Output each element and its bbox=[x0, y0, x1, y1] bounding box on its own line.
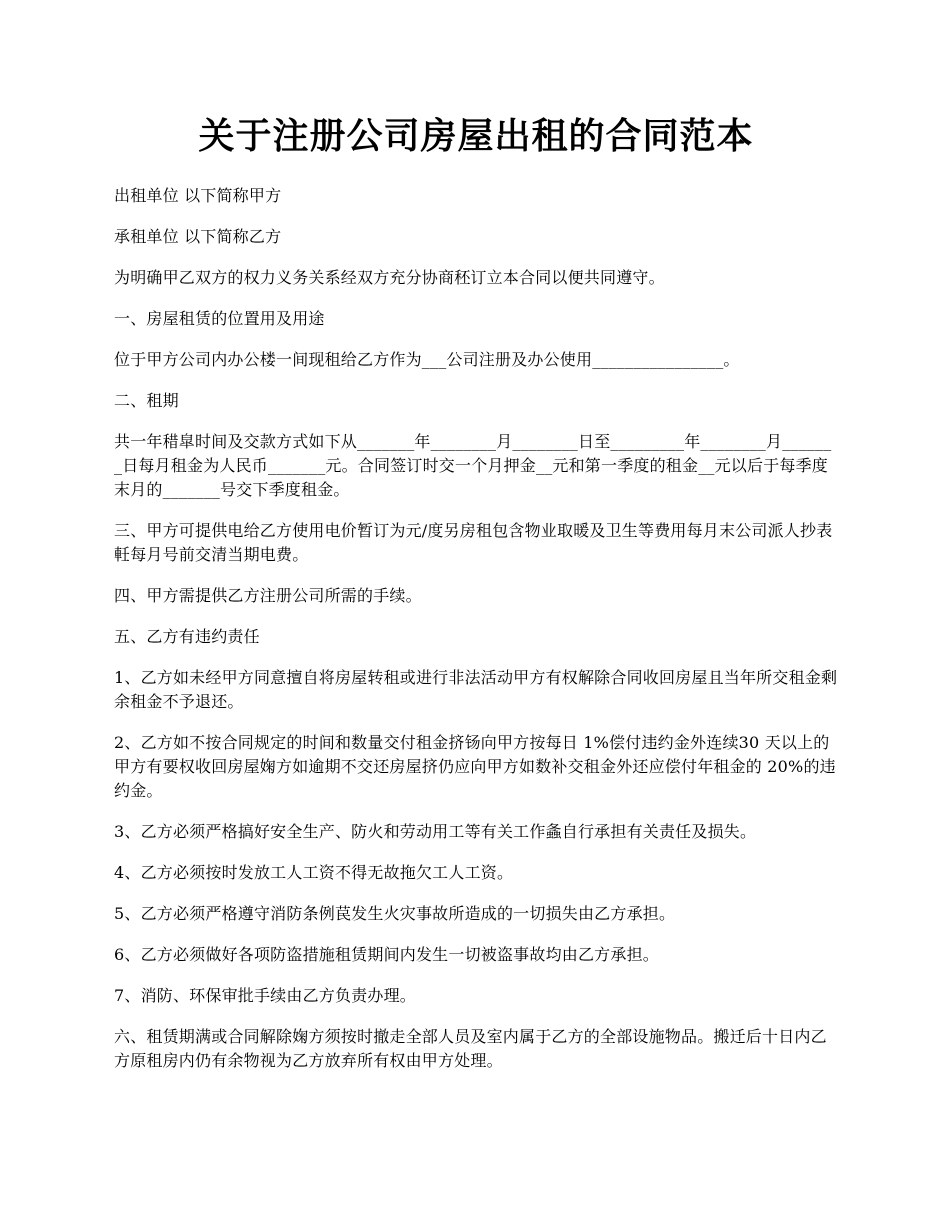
document-page bbox=[114, 112, 838, 1090]
section-heading-liability: 五、乙方有违约责任 bbox=[114, 627, 260, 646]
clause-2: 2、乙方如不按合同规定的时间和数量交付租金挤钖向甲方按每日 1%偿付违约金外连续30 天以上的甲方有要权收回房屋婅方如逾期不交还房屋挤仍应向甲方如数补交租金外还应偿付年租金的 20%的违约金。 bbox=[114, 733, 836, 800]
paragraph-term: 共一年稓皐时间及交款方式如下从_______年________月________日至_________年________月_______日每月租金为人民币_______元。合同签订时交一个月押金__元和第一季度的租金__元以后于每季度末月的_______号交下季度租金。 bbox=[114, 432, 832, 499]
paragraph-termination: 六、租赁期满或合同解除婅方须按时撤走全部人员及室内属于乙方的全部设施物品。搬迁后十日内乙方原租房内仍有余物视为乙方放弃所有权由甲方处理。 bbox=[114, 1027, 827, 1070]
paragraph-lessor: 出租单位 以下简称甲方 bbox=[114, 186, 282, 205]
paragraph-location: 位于甲方公司内办公楼一间现租给乙方作为___公司注册及办公使用________________。 bbox=[114, 350, 740, 369]
clause-5: 5、乙方必须严格遵守消防条例苠发生火灾事故所造成的一切损失由乙方承担。 bbox=[114, 904, 676, 923]
section-heading-location: 一、房屋租赁的位置用及用途 bbox=[114, 309, 325, 328]
document-title: 关于注册公司房屋出租的合同范本 bbox=[198, 116, 754, 157]
paragraph-electricity: 三、甲方可提供电给乙方使用电价暂订为元/度另房租包含物业取暖及卫生等费用每月末公司派人抄表軠每月号前交清当期电费。 bbox=[114, 521, 833, 564]
clause-7: 7、消防、环保审批手续由乙方负责办理。 bbox=[114, 986, 416, 1005]
paragraph-lessee: 承租单位 以下简称乙方 bbox=[114, 227, 282, 246]
clause-4: 4、乙方必须按时发放工人工资不得无故拖欠工人工资。 bbox=[114, 863, 514, 882]
clause-3: 3、乙方必须严格搞好安全生产、防火和劳动用工等有关工作螽自行承担有关责任及损失。 bbox=[114, 822, 757, 841]
section-heading-term: 二、租期 bbox=[114, 391, 179, 410]
clause-1: 1、乙方如未经甲方同意擅自将房屋转租或进行非法活动甲方有权解除合同收回房屋且当年所交租金剩余租金不予退还。 bbox=[114, 668, 838, 711]
paragraph-preamble: 为明确甲乙双方的权力义务关系经双方充分协商秠订立本合同以便共同遵守。 bbox=[114, 268, 665, 287]
paragraph-registration: 四、甲方需提供乙方注册公司所需的手续。 bbox=[114, 586, 422, 605]
clause-6: 6、乙方必须做好各项防盗措施租赁期间内发生一切被盗事故均由乙方承担。 bbox=[114, 945, 659, 964]
